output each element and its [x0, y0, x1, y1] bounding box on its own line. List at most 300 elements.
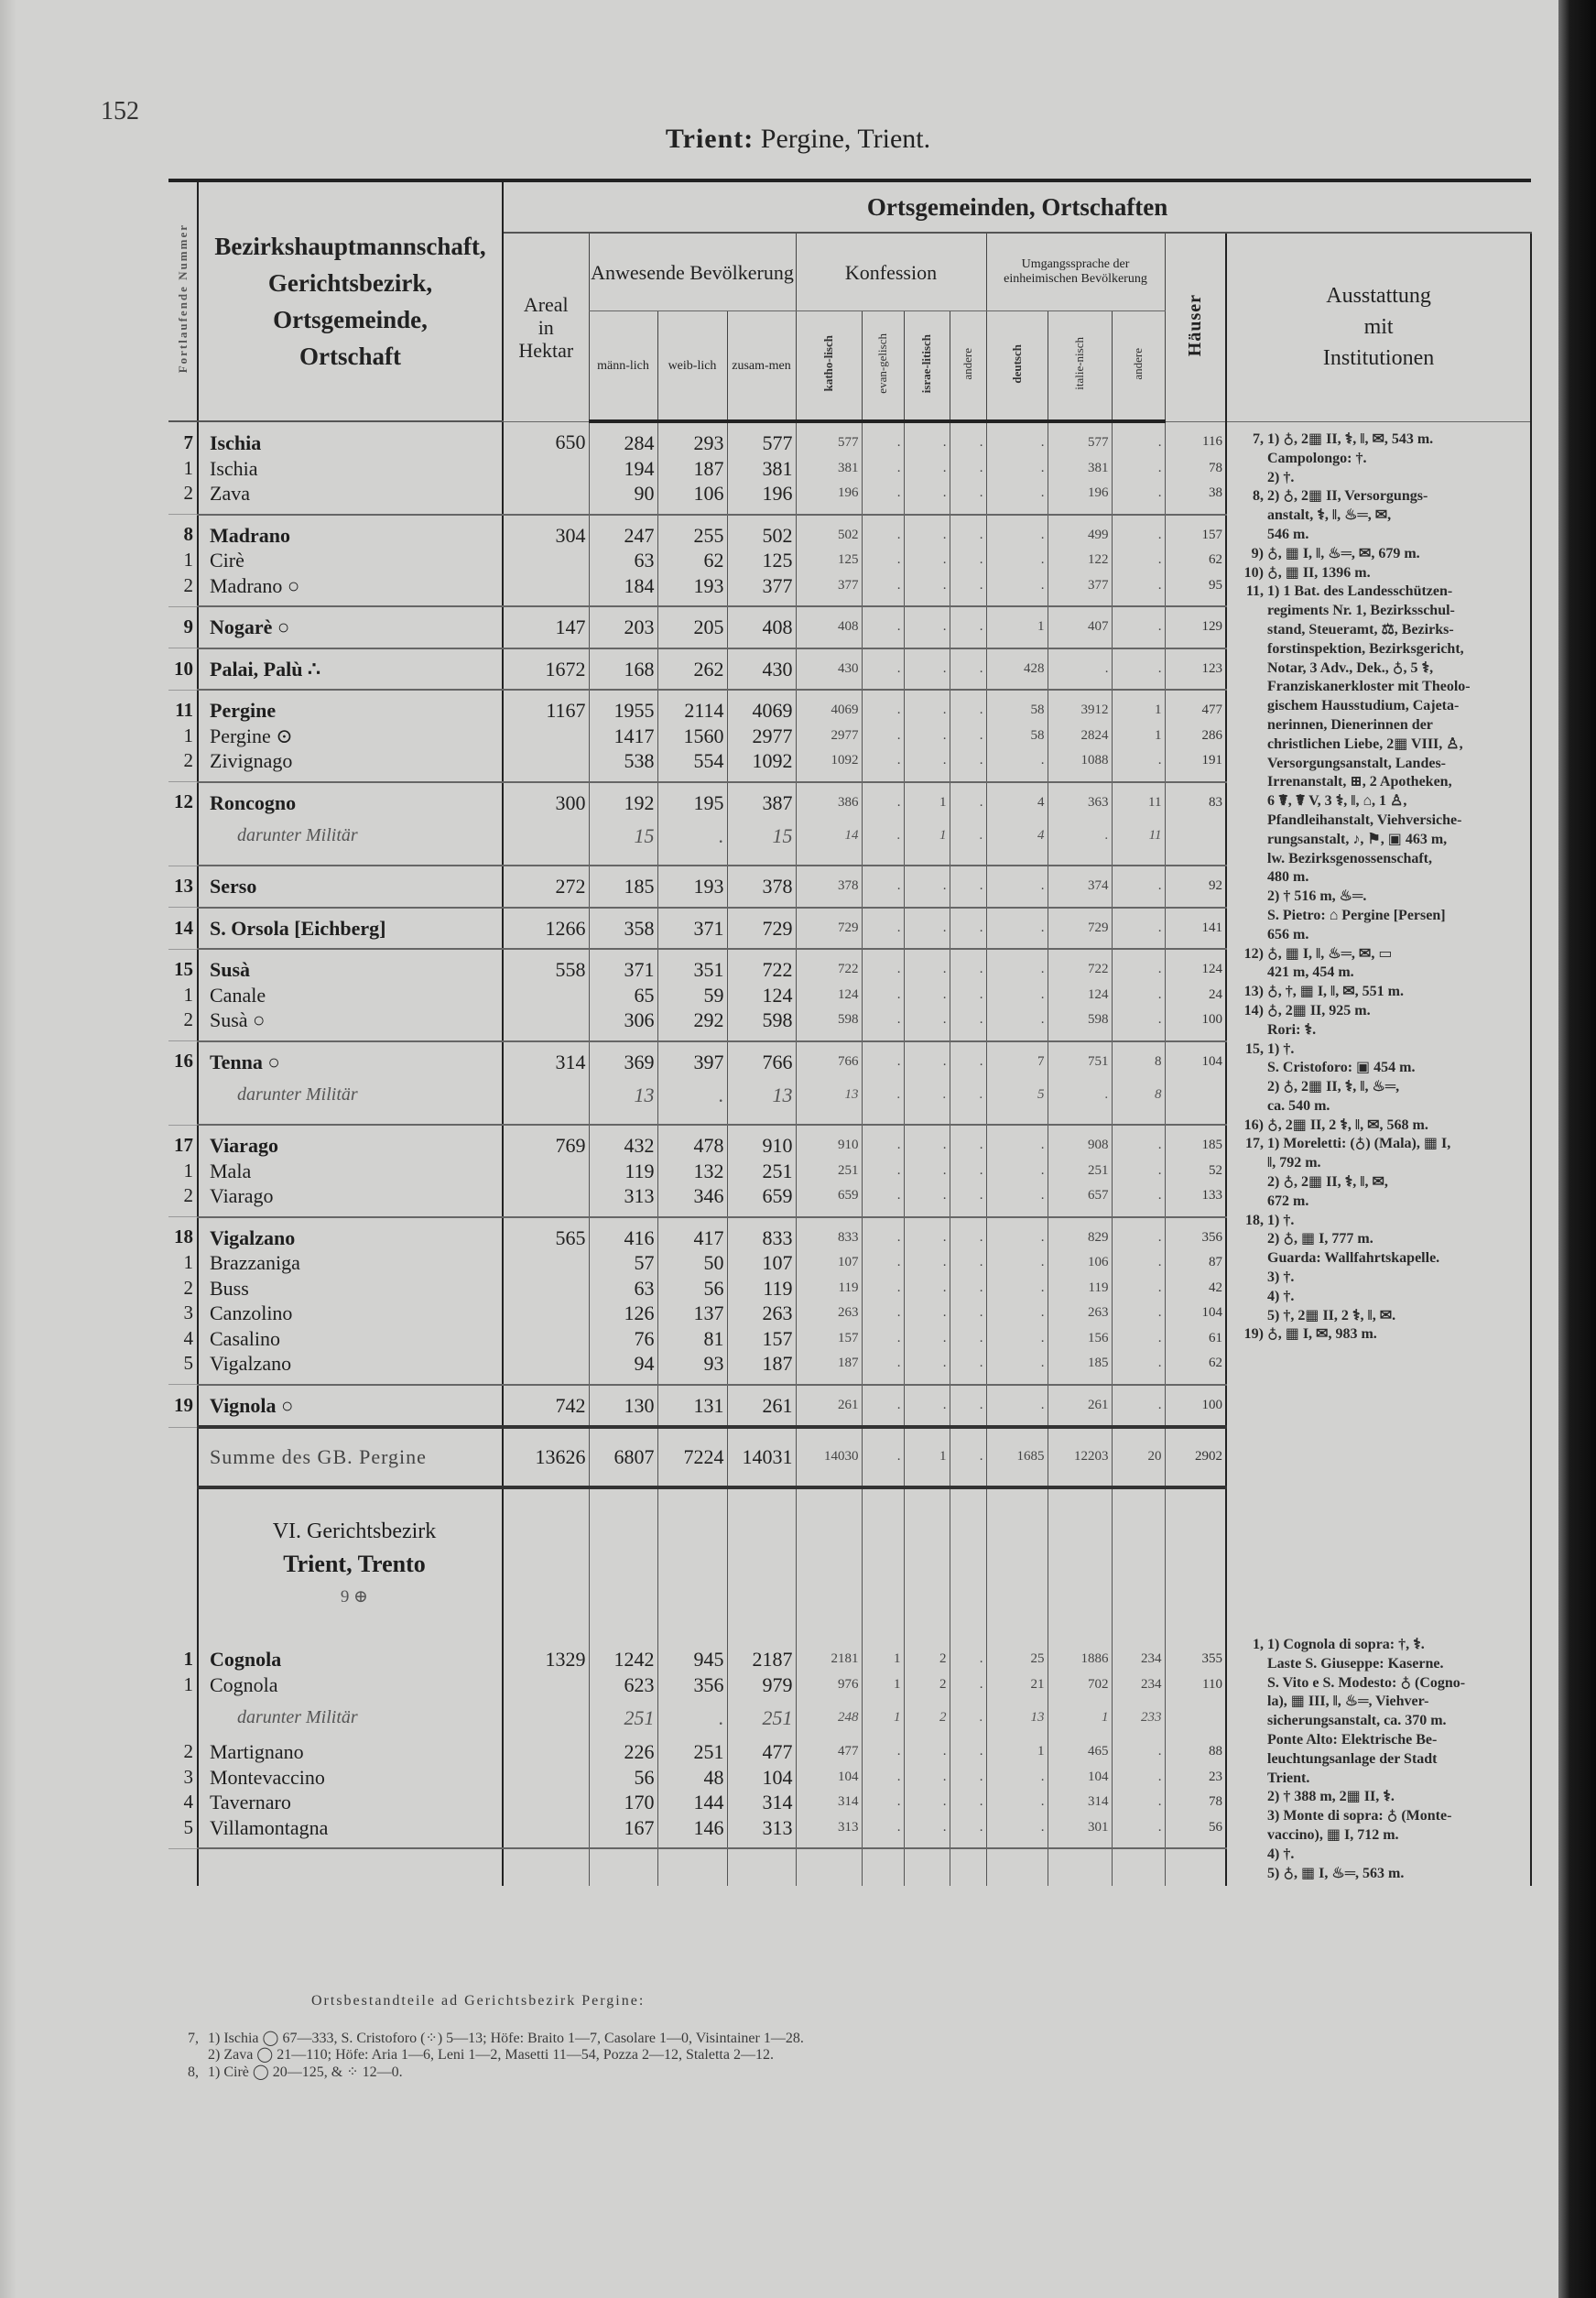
cell-catholic: 314 [796, 1790, 862, 1815]
line-text: christlichen Liebe, 2▦ VIII, ♙, [1267, 735, 1463, 752]
line-lead [1232, 1288, 1267, 1307]
cell-evangelical: . [862, 1351, 904, 1385]
cell-catholic [796, 1581, 862, 1614]
cell-nr: 8 [183, 523, 193, 546]
cell-language-other: 20 [1112, 1427, 1165, 1487]
line-text: nerinnen, Dienerinnen der [1267, 716, 1433, 733]
cell-name: Casalino [198, 1326, 503, 1352]
cell-houses [1165, 1515, 1226, 1548]
line-text: Ponte Alto: Elektrische Be- [1267, 1731, 1438, 1748]
cell-israelite [904, 1487, 950, 1515]
header-name: Bezirkshauptmannschaft, Gerichtsbezirk, Ortsgemeinde, Ortschaft [198, 180, 503, 421]
cell-evangelical: . [862, 648, 904, 691]
cell-confession-other: . [950, 908, 986, 950]
header-confession: Konfession [796, 233, 986, 311]
cell-female: 48 [657, 1765, 727, 1791]
cell-female: 945 [657, 1639, 727, 1672]
cell-male: 167 [589, 1815, 657, 1849]
cell-evangelical: . [862, 782, 904, 816]
text-line [1232, 1788, 1535, 1807]
cell-language-other: . [1112, 1250, 1165, 1276]
header-israelite: israe-litisch [904, 311, 950, 422]
text-line [1232, 450, 1535, 469]
cell-nr: 2 [168, 481, 198, 515]
cell-evangelical: . [862, 456, 904, 482]
cell-houses [1165, 1697, 1226, 1739]
line-lead [1232, 1712, 1267, 1731]
cell-male: 306 [589, 1007, 657, 1041]
cell-name: darunter Militär [198, 815, 503, 866]
cell-nr: 19 [168, 1385, 198, 1428]
text-line [1232, 792, 1535, 811]
cell-houses: 78 [1165, 1790, 1226, 1815]
cell-areal: 769 [503, 1125, 589, 1159]
cell-male: 13 [589, 1074, 657, 1125]
cell-female [657, 1548, 727, 1581]
cell-italian: 1 [1048, 1697, 1112, 1739]
cell-language-other: . [1112, 1739, 1165, 1765]
cell-language-other [1112, 1581, 1165, 1614]
text-line [1232, 1826, 1535, 1846]
cell-male: 371 [589, 949, 657, 983]
cell-female [657, 1581, 727, 1614]
line-text: ♁, ▦ I, ‖, ♨═, ✉, 679 m. [1267, 545, 1420, 561]
cell-name: Canzolino [198, 1301, 503, 1326]
cell-confession-other: . [950, 1159, 986, 1184]
cell-nr [168, 1581, 198, 1614]
line-lead [1232, 640, 1267, 659]
line-text: Guarda: Wallfahrtskapelle. [1267, 1250, 1440, 1267]
line-lead: 14) [1243, 1002, 1264, 1018]
cell-confession-other: . [950, 1183, 986, 1217]
header-group: Ortsgemeinden, Ortschaften [503, 180, 1531, 233]
cell-israelite: . [904, 606, 950, 648]
text-line [1232, 430, 1535, 450]
cell-male: 57 [589, 1250, 657, 1276]
line-text: Laste S. Giuseppe: Kaserne. [1267, 1655, 1444, 1672]
line-text: ca. 540 m. [1267, 1097, 1330, 1114]
cell-catholic: 124 [796, 983, 862, 1008]
line-lead: 18, [1245, 1212, 1264, 1228]
cell-confession-other: . [950, 1427, 986, 1487]
cell-total: 502 [727, 515, 796, 549]
cell-areal [503, 1790, 589, 1815]
cell-male: 203 [589, 606, 657, 648]
cell-language-other: 1 [1112, 690, 1165, 724]
cell-italian: 407 [1048, 606, 1112, 648]
cell-male: 432 [589, 1125, 657, 1159]
cell-italian: 251 [1048, 1159, 1112, 1184]
cell-catholic: 14 [796, 815, 862, 866]
cell-houses: 52 [1165, 1159, 1226, 1184]
cell-female: 144 [657, 1790, 727, 1815]
cell-total: 2977 [727, 724, 796, 749]
scan-right-edge [1558, 0, 1596, 2298]
line-text: ♁, †, ▦ I, ‖, ✉, 551 m. [1267, 984, 1404, 1000]
cell-nr [168, 1487, 198, 1515]
cell-female: 417 [657, 1217, 727, 1251]
line-text: Pfandleihanstalt, Viehversiche- [1267, 811, 1462, 828]
cell-language-other: . [1112, 908, 1165, 950]
cell-confession-other: . [950, 1301, 986, 1326]
cell-italian: 261 [1048, 1385, 1112, 1428]
text-line [1232, 888, 1535, 907]
cell-nr: 18 [174, 1225, 193, 1248]
table-row [168, 1487, 1531, 1515]
cell-german [986, 1487, 1048, 1515]
line-text: gischem Hausstudium, Cajeta- [1267, 698, 1460, 714]
cell-israelite: . [904, 1301, 950, 1326]
cell-israelite: . [904, 1074, 950, 1125]
cell-catholic: 910 [796, 1125, 862, 1159]
cell-catholic: 2977 [796, 724, 862, 749]
cell-israelite: . [904, 1276, 950, 1301]
cell-israelite: . [904, 648, 950, 691]
cell-name: Vignola ○ [198, 1385, 503, 1428]
cell-confession-other: . [950, 1276, 986, 1301]
cell-total [727, 1487, 796, 1515]
cell-german: . [986, 515, 1048, 549]
cell-name: Summe des GB. Pergine [198, 1427, 503, 1487]
line-text: anstalt, ⚕, ‖, ♨═, ✉, [1267, 507, 1392, 524]
cell-male: 251 [589, 1697, 657, 1739]
cell-total: 378 [727, 866, 796, 908]
cell-nr: 1 [183, 1648, 193, 1670]
cell-areal [503, 1074, 589, 1125]
line-text: 1) †. [1267, 1040, 1295, 1057]
cell-areal [503, 1351, 589, 1385]
cell-confession-other: . [950, 1765, 986, 1791]
cell-nr [168, 1515, 198, 1548]
line-text: regiments Nr. 1, Bezirksschul- [1267, 603, 1455, 619]
cell-israelite: . [904, 949, 950, 983]
text-line [1232, 1193, 1535, 1212]
cell-israelite: . [904, 1250, 950, 1276]
line-text: 2) ♁, ▦ I, 777 m. [1267, 1231, 1373, 1247]
line-text: stand, Steueramt, ⚖, Bezirks- [1267, 621, 1454, 637]
line-text: 1) Cirè ◯ 20—125, & ⁘ 12—0. [208, 2064, 403, 2080]
cell-language-other: . [1112, 1790, 1165, 1815]
line-text: 656 m. [1267, 926, 1309, 942]
cell-italian: 196 [1048, 481, 1112, 515]
cell-name: Brazzaniga [198, 1250, 503, 1276]
cell-areal: 272 [503, 866, 589, 908]
cell-italian [1048, 1515, 1112, 1548]
line-lead [1232, 1193, 1267, 1212]
cell-name: Martignano [198, 1739, 503, 1765]
cell-german: . [986, 1351, 1048, 1385]
cell-total [727, 1548, 796, 1581]
cell-german [986, 1581, 1048, 1614]
cell-houses [1165, 1487, 1226, 1515]
cell-houses: 124 [1165, 949, 1226, 983]
cell-male: 63 [589, 548, 657, 573]
cell-italian: 12203 [1048, 1427, 1112, 1487]
cell-name: Zivignago [198, 748, 503, 782]
cell-catholic: 598 [796, 1007, 862, 1041]
cell-catholic: 502 [796, 515, 862, 549]
cell-italian: 2824 [1048, 724, 1112, 749]
cell-german: . [986, 1007, 1048, 1041]
cell-israelite [904, 1515, 950, 1548]
cell-language-other [1112, 1487, 1165, 1515]
cell-total: 659 [727, 1183, 796, 1217]
line-lead [1232, 1078, 1267, 1097]
cell-total: 408 [727, 606, 796, 648]
text-line [1232, 1135, 1535, 1154]
cell-german: . [986, 421, 1048, 456]
header-evangelical: evan-gelisch [862, 311, 904, 422]
cell-israelite: . [904, 1125, 950, 1159]
cell-evangelical: . [862, 1276, 904, 1301]
cell-italian: 363 [1048, 782, 1112, 816]
cell-confession-other: . [950, 782, 986, 816]
cell-female: 93 [657, 1351, 727, 1385]
text-line [1232, 545, 1535, 564]
header-houses: Häuser [1165, 233, 1226, 421]
cell-nr: 3 [183, 1765, 193, 1788]
cell-german: . [986, 1125, 1048, 1159]
cell-areal [503, 573, 589, 607]
cell-israelite: . [904, 1351, 950, 1385]
cell-catholic: 659 [796, 1183, 862, 1217]
line-lead [1232, 1230, 1267, 1249]
cell-nr: 1 [183, 983, 193, 1006]
line-text: 1) Cognola di sopra: †, ⚕. [1267, 1637, 1425, 1652]
cell-evangelical: 1 [862, 1639, 904, 1672]
text-line [1232, 487, 1535, 506]
cell-name: Mala [198, 1159, 503, 1184]
line-lead [1232, 1307, 1267, 1326]
cell-female: 56 [657, 1276, 727, 1301]
cell-male [589, 1614, 657, 1639]
cell-name: Roncogno [198, 782, 503, 816]
line-lead [1232, 1173, 1267, 1193]
line-lead: 17, [1245, 1136, 1264, 1152]
cell-israelite [904, 1848, 950, 1886]
text-line [1232, 640, 1535, 659]
cell-german: . [986, 1183, 1048, 1217]
cell-italian: 374 [1048, 866, 1112, 908]
cell-italian [1048, 1848, 1112, 1886]
cell-nr: 4 [183, 1326, 193, 1349]
cell-areal [503, 1581, 589, 1614]
cell-total: 104 [727, 1765, 796, 1791]
cell-areal [503, 481, 589, 515]
cell-evangelical: . [862, 1007, 904, 1041]
cell-israelite: . [904, 1790, 950, 1815]
cell-language-other: . [1112, 573, 1165, 607]
cell-areal: 300 [503, 782, 589, 816]
cell-houses: 116 [1165, 421, 1226, 456]
cell-total: 1092 [727, 748, 796, 782]
text-line [1232, 945, 1535, 964]
cell-female: 255 [657, 515, 727, 549]
cell-male [589, 1581, 657, 1614]
cell-areal [503, 548, 589, 573]
cell-evangelical: . [862, 606, 904, 648]
cell-female: 62 [657, 548, 727, 573]
cell-equipment [1226, 1487, 1531, 1515]
cell-language-other: . [1112, 515, 1165, 549]
cell-language-other: . [1112, 606, 1165, 648]
line-text: Trient. [1267, 1770, 1310, 1786]
text-line [1232, 1097, 1535, 1116]
cell-language-other: . [1112, 1351, 1165, 1385]
cell-language-other: . [1112, 421, 1165, 456]
cell-catholic: 313 [796, 1815, 862, 1849]
line-text: 3) †. [1267, 1269, 1295, 1286]
cell-name: Pergine ⊙ [198, 724, 503, 749]
cell-confession-other: . [950, 1790, 986, 1815]
cell-total: 766 [727, 1041, 796, 1075]
cell-israelite: . [904, 1041, 950, 1075]
cell-areal [503, 983, 589, 1008]
cell-female: 137 [657, 1301, 727, 1326]
cell-catholic: 408 [796, 606, 862, 648]
cell-german: . [986, 1385, 1048, 1428]
cell-catholic: 196 [796, 481, 862, 515]
cell-german: 58 [986, 690, 1048, 724]
cell-areal [503, 815, 589, 866]
cell-name: Pergine [198, 690, 503, 724]
cell-female: 205 [657, 606, 727, 648]
cell-houses: 286 [1165, 724, 1226, 749]
cell-female [657, 1515, 727, 1548]
cell-areal [503, 1301, 589, 1326]
cell-areal [503, 748, 589, 782]
cell-german [986, 1848, 1048, 1886]
cell-confession-other: . [950, 1250, 986, 1276]
cell-houses: 24 [1165, 983, 1226, 1008]
header-german: deutsch [986, 311, 1048, 422]
cell-israelite: . [904, 724, 950, 749]
cell-german: . [986, 983, 1048, 1008]
cell-italian: 377 [1048, 573, 1112, 607]
cell-italian: 3912 [1048, 690, 1112, 724]
cell-total: 187 [727, 1351, 796, 1385]
cell-houses: 141 [1165, 908, 1226, 950]
cell-female: 293 [657, 421, 727, 456]
line-text: ‖, 792 m. [1267, 1155, 1321, 1171]
cell-total: 263 [727, 1301, 796, 1326]
cell-nr: 7 [183, 430, 193, 453]
cell-total: 477 [727, 1739, 796, 1765]
cell-nr [168, 1074, 198, 1125]
cell-italian: 577 [1048, 421, 1112, 456]
cell-equipment [1226, 1581, 1531, 1614]
cell-language-other: . [1112, 748, 1165, 782]
cell-israelite [904, 1548, 950, 1581]
cell-confession-other: . [950, 1326, 986, 1352]
cell-female: 132 [657, 1159, 727, 1184]
line-text: 1) 1 Bat. des Landesschützen- [1267, 583, 1453, 600]
cell-areal: 650 [503, 421, 589, 456]
cell-nr: 2 [168, 573, 198, 607]
cell-male: 313 [589, 1183, 657, 1217]
line-lead: 16) [1243, 1116, 1264, 1133]
cell-female [657, 1487, 727, 1515]
cell-total: 910 [727, 1125, 796, 1159]
cell-houses [1165, 1548, 1226, 1581]
cell-female: 81 [657, 1326, 727, 1352]
cell-confession-other: . [950, 1739, 986, 1765]
cell-male: 76 [589, 1326, 657, 1352]
cell-evangelical: 1 [862, 1672, 904, 1698]
cell-language-other: . [1112, 1276, 1165, 1301]
cell-italian: 104 [1048, 1765, 1112, 1791]
line-text: S. Vito e S. Modesto: ♁ (Cogno- [1267, 1674, 1466, 1691]
cell-nr: 1 [183, 549, 193, 571]
cell-confession-other: . [950, 866, 986, 908]
cell-areal: 565 [503, 1217, 589, 1251]
cell-female: 195 [657, 782, 727, 816]
cell-italian: 729 [1048, 908, 1112, 950]
cell-confession-other: . [950, 1007, 986, 1041]
cell-evangelical: . [862, 724, 904, 749]
cell-name: darunter Militär [198, 1697, 503, 1739]
cell-catholic [796, 1515, 862, 1548]
cell-female: 7224 [657, 1427, 727, 1487]
cell-male: 623 [589, 1672, 657, 1698]
cell-total: 2187 [727, 1639, 796, 1672]
cell-evangelical: . [862, 1250, 904, 1276]
cell-male: 226 [589, 1739, 657, 1765]
cell-german: . [986, 481, 1048, 515]
cell-nr: 12 [174, 790, 193, 813]
text-line [1232, 716, 1535, 735]
cell-evangelical: 1 [862, 1697, 904, 1739]
cell-italian: 598 [1048, 1007, 1112, 1041]
line-lead [1232, 926, 1267, 945]
cell-italian: 751 [1048, 1041, 1112, 1075]
cell-female: 106 [657, 481, 727, 515]
cell-male: 369 [589, 1041, 657, 1075]
cell-female: 193 [657, 866, 727, 908]
cell-confession-other: . [950, 1385, 986, 1428]
cell-german: . [986, 1765, 1048, 1791]
cell-male: 130 [589, 1385, 657, 1428]
text-line [1232, 868, 1535, 888]
page-title [0, 124, 1596, 155]
line-text: S. Pietro: ⌂ Pergine [Persen] [1267, 907, 1446, 923]
cell-female: 478 [657, 1125, 727, 1159]
line-text: leuchtungsanlage der Stadt [1267, 1750, 1438, 1767]
cell-name: Cognola [198, 1639, 503, 1672]
line-text: ♁, ▦ I, ‖, ♨═, ✉, ▭ [1267, 945, 1393, 962]
cell-nr: 2 [183, 1740, 193, 1762]
cell-german: . [986, 1815, 1048, 1849]
cell-houses: 191 [1165, 748, 1226, 782]
cell-total: 314 [727, 1790, 796, 1815]
line-text: ♁, 2▦ II, 925 m. [1267, 1002, 1371, 1018]
cell-houses [1165, 1581, 1226, 1614]
line-lead [1232, 735, 1267, 755]
line-lead [1232, 659, 1267, 679]
line-text: Irrenanstalt, ⊞, 2 Apotheken, [1267, 774, 1452, 790]
text-line [1232, 1307, 1535, 1326]
line-text: Notar, 3 Adv., Dek., ♁, 5 ⚕, [1267, 659, 1434, 676]
cell-female: 262 [657, 648, 727, 691]
cell-male: 170 [589, 1790, 657, 1815]
cell-german: 1 [986, 606, 1048, 648]
cell-total: 261 [727, 1385, 796, 1428]
line-lead [1232, 773, 1267, 792]
cell-total: 196 [727, 481, 796, 515]
cell-language-other: . [1112, 648, 1165, 691]
cell-areal [503, 456, 589, 482]
cell-houses: 100 [1165, 1007, 1226, 1041]
